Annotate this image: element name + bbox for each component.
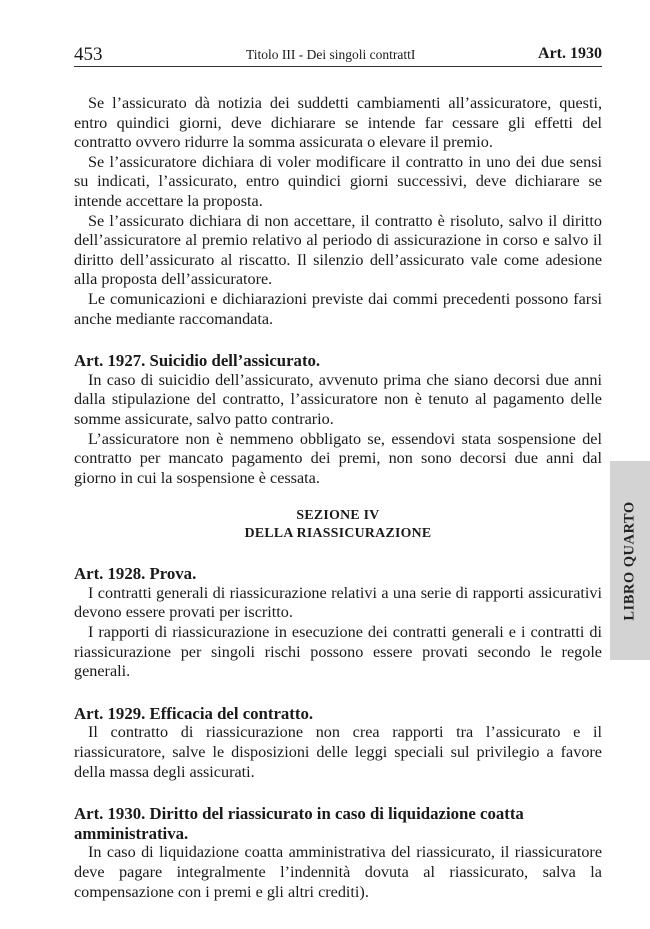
paragraph: Le comunicazioni e dichiarazioni previste dai commi precedenti possono farsi anche mediante raccomandata. bbox=[74, 289, 602, 328]
paragraph: I contratti generali di riassicurazione relativi a una serie di rapporti assicurativi devono essere provati per iscritto. bbox=[74, 583, 602, 622]
section-heading bbox=[74, 506, 602, 542]
paragraph: Se l’assicurato dà notizia dei suddetti cambiamenti all’assicuratore, questi, entro quindici giorni, deve dichiarare se intende far cessare gli effetti del contratto ovvero ridurre la somma assicurata o elevare il premio. bbox=[74, 94, 602, 152]
paragraph: In caso di suicidio dell’assicurato, avvenuto prima che siano decorsi due anni dalla stipulazione del contratto, l’assicuratore non è tenuto al pagamento delle somme assicurate, salvo patto contrario. bbox=[74, 370, 602, 428]
paragraph: Se l’assicuratore dichiara di voler modificare il contratto in uno dei due sensi su indicati, l’assicurato, entro quindici giorni successivi, deve dichiarare se intende accettare la proposta. bbox=[74, 152, 602, 210]
paragraph: I rapporti di riassicurazione in esecuzione dei contratti generali e i contratti di riassicurazione per singoli rischi possono essere provati secondo le regole generali. bbox=[74, 623, 602, 681]
article-1929 bbox=[74, 704, 602, 782]
running-title: Titolo III - Dei singoli contrattI bbox=[246, 47, 416, 62]
paragraph: In caso di liquidazione coatta amministrativa del riassicurato, il riassicuratore deve pagare integralmente l’indennità dovuta al riassicurato, salva la compensazione con i premi e gli altri crediti). bbox=[74, 843, 602, 901]
side-tab-label: LIBRO QUARTO bbox=[621, 500, 638, 621]
paragraph: Se l’assicurato dichiara di non accettare, il contratto è risoluto, salvo il diritto dell’assicuratore al premio relativo al periodo di assicurazione in corso e salvo il diritto dell’assicurato al riscatto. Il silenzio dell’assicurato vale come adesione alla proposta dell’assicuratore. bbox=[74, 211, 602, 289]
section-number: SEZIONE IV bbox=[296, 507, 380, 523]
article-title: Art. 1929. Efficacia del contratto. bbox=[74, 703, 314, 723]
paragraph: L’assicuratore non è nemmeno obbligato se, essendovi stata sospensione del contratto per mancato pagamento dei premi, non sono decorsi due anni dal giorno in cui la sospensione è cessata. bbox=[74, 429, 602, 487]
side-tab-libro-quarto bbox=[610, 461, 650, 660]
article-title: Art. 1927. Suicidio dell’assicurato. bbox=[74, 351, 321, 371]
paragraph: Il contratto di riassicurazione non crea rapporti tra l’assicurato e il riassicuratore, salve le disposizioni delle leggi speciali sul privilegio a favore della massa degli assicurati. bbox=[74, 723, 602, 781]
section-title: DELLA RIASSICURAZIONE bbox=[244, 525, 432, 541]
page-body bbox=[74, 94, 602, 902]
page-header bbox=[74, 44, 602, 67]
article-1928 bbox=[74, 564, 602, 682]
intro-block bbox=[74, 94, 602, 329]
running-article: Art. 1930 bbox=[538, 45, 602, 62]
page-number: 453 bbox=[74, 44, 103, 65]
article-title: Art. 1930. Diritto del riassicurato in caso di liquidazione coatta amministrativa. bbox=[74, 804, 524, 843]
article-1927 bbox=[74, 351, 602, 488]
article-title: Art. 1928. Prova. bbox=[74, 564, 197, 584]
article-1930 bbox=[74, 804, 602, 902]
